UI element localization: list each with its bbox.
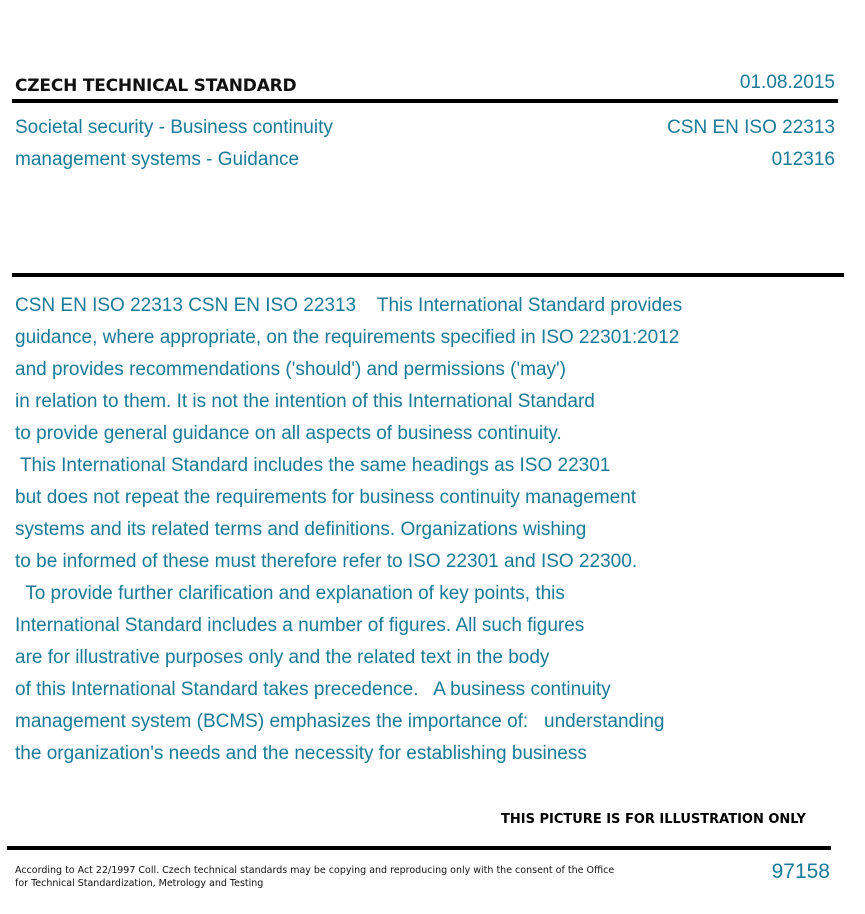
footer-divider [7,846,831,850]
abstract-line: in relation to them. It is not the intention of this International Standard [15,391,595,412]
abstract-line: This International Standard includes the same headings as ISO 22301 [15,455,611,476]
classification-number: 012316 [771,149,835,170]
abstract-line: To provide further clarification and explanation of key points, this [15,583,565,604]
standard-code: CSN EN ISO 22313 [667,117,835,138]
publication-date: 01.08.2015 [739,72,835,93]
header-divider [12,99,838,103]
illustration-disclaimer: THIS PICTURE IS FOR ILLUSTRATION ONLY [501,812,806,827]
document-type-heading: CZECH TECHNICAL STANDARD [15,76,297,96]
standard-title-line-1: Societal security - Business continuity [15,117,333,138]
abstract-line: but does not repeat the requirements for business continuity management [15,487,637,508]
legal-notice [15,864,614,890]
abstract-line: CSN EN ISO 22313 CSN EN ISO 22313 This International Standard provides [15,295,683,316]
abstract-line: of this International Standard takes precedence. A business continuity [15,679,611,700]
abstract-text [15,290,835,770]
abstract-line: to be informed of these must therefore refer to ISO 22301 and ISO 22300. [15,551,638,572]
abstract-line: are for illustrative purposes only and the related text in the body [15,647,550,668]
abstract-line: to provide general guidance on all aspects of business continuity. [15,423,562,444]
abstract-line: and provides recommendations ('should') and permissions ('may') [15,359,566,380]
abstract-line: systems and its related terms and definitions. Organizations wishing [15,519,587,540]
abstract-line: guidance, where appropriate, on the requirements specified in ISO 22301:2012 [15,327,680,348]
legal-notice-line: for Technical Standardization, Metrology and Testing [15,878,264,889]
abstract-line: the organization's needs and the necessity for establishing business [15,743,587,764]
legal-notice-line: According to Act 22/1997 Coll. Czech technical standards may be copying and reproducing only with the consent of the Office [15,865,615,876]
section-divider [12,273,844,277]
standard-title-line-2: management systems - Guidance [15,149,300,170]
abstract-line: management system (BCMS) emphasizes the importance of: understanding [15,711,665,732]
abstract-line: International Standard includes a number of figures. All such figures [15,615,585,636]
catalog-number: 97158 [771,860,830,883]
